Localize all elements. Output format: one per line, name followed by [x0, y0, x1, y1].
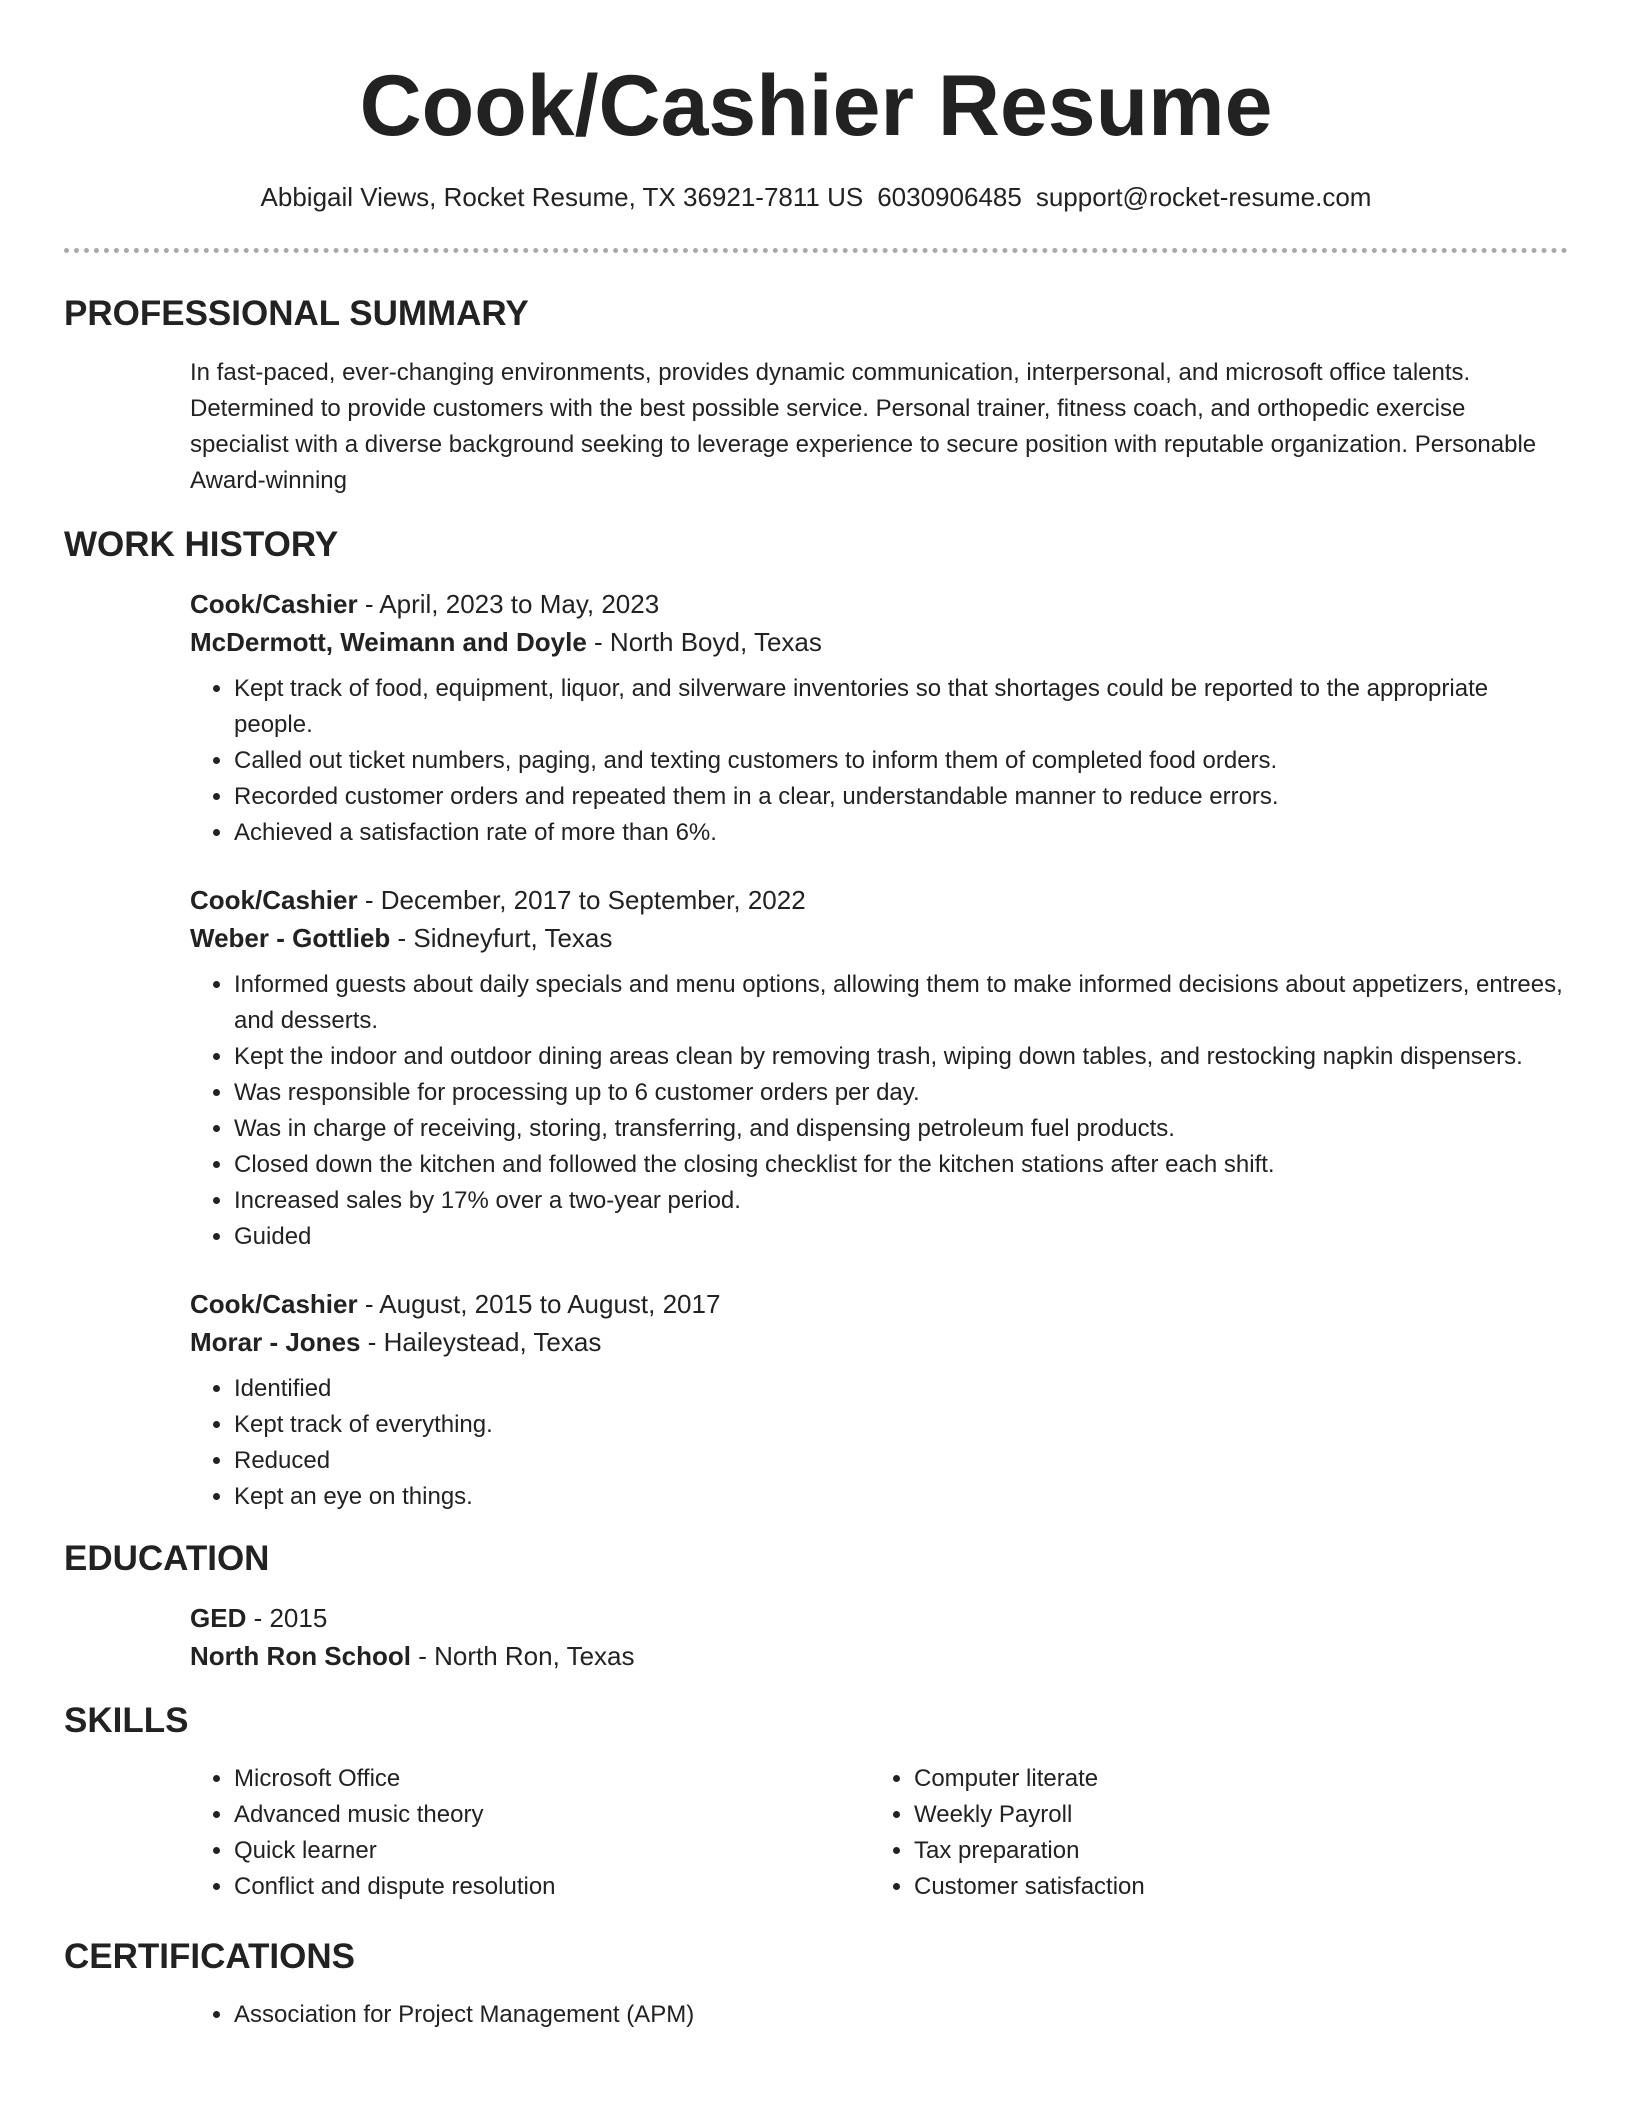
- job-bullet: • Identified: [234, 1371, 1568, 1407]
- job-dates: - April, 2023 to May, 2023: [357, 589, 660, 619]
- summary-heading: PROFESSIONAL SUMMARY: [64, 294, 529, 333]
- job-bullet: • Kept track of everything.: [234, 1407, 1568, 1443]
- job-entry: [190, 585, 1568, 851]
- header-divider: [64, 248, 1568, 253]
- job-title-line: [190, 585, 1568, 623]
- skill-item: • Microsoft Office: [234, 1761, 870, 1797]
- certifications-list: [190, 1997, 1568, 2033]
- education-location: - North Ron, Texas: [410, 1641, 635, 1671]
- contact-line: [64, 181, 1568, 213]
- job-company-line: [190, 919, 1568, 957]
- job-bullet: • Recorded customer orders and repeated them in a clear, understandable manner to reduce errors.: [234, 779, 1568, 815]
- education-school: North Ron School: [190, 1641, 411, 1671]
- summary-section: [190, 355, 1568, 499]
- job-bullet: • Increased sales by 17% over a two-year period.: [234, 1183, 1568, 1219]
- skills-heading: SKILLS: [64, 1701, 189, 1740]
- skill-item: • Weekly Payroll: [914, 1797, 1550, 1833]
- job-location: - Sidneyfurt, Texas: [390, 923, 613, 953]
- job-title: Cook/Cashier: [190, 589, 358, 619]
- resume-page: [64, 0, 1568, 2033]
- skill-item: • Quick learner: [234, 1833, 870, 1869]
- work-heading: WORK HISTORY: [64, 525, 339, 564]
- job-bullet: • Was in charge of receiving, storing, transferring, and dispensing petroleum fuel products.: [234, 1111, 1568, 1147]
- job-bullet: • Called out ticket numbers, paging, and texting customers to inform them of completed food orders.: [234, 743, 1568, 779]
- skill-item: • Tax preparation: [914, 1833, 1550, 1869]
- job-bullet: • Kept an eye on things.: [234, 1479, 1568, 1515]
- job-bullet: • Kept track of food, equipment, liquor, and silverware inventories so that shortages could be reported to the appropriate people.: [234, 671, 1568, 743]
- certifications-section: [190, 1997, 1568, 2033]
- job-company-line: [190, 1323, 1568, 1361]
- certifications-heading: CERTIFICATIONS: [64, 1937, 356, 1976]
- job-company-line: [190, 623, 1568, 661]
- contact-phone: 6030906485: [877, 182, 1022, 212]
- job-bullets: [190, 1371, 1568, 1515]
- job-bullet: • Informed guests about daily specials and menu options, allowing them to make informed decisions about appetizers, entrees, and desserts.: [234, 967, 1568, 1039]
- contact-email: support@rocket-resume.com: [1035, 182, 1372, 212]
- job-title: Cook/Cashier: [190, 1289, 358, 1319]
- job-bullets: [190, 671, 1568, 851]
- skill-item: • Advanced music theory: [234, 1797, 870, 1833]
- job-entry: [190, 1285, 1568, 1515]
- job-company: Morar - Jones: [190, 1327, 361, 1357]
- job-location: - North Boyd, Texas: [586, 627, 822, 657]
- education-school-line: [190, 1637, 1568, 1675]
- job-bullet: • Guided: [234, 1219, 1568, 1255]
- job-title-line: [190, 1285, 1568, 1323]
- job-bullet: • Kept the indoor and outdoor dining areas clean by removing trash, wiping down tables, and restocking napkin dispensers.: [234, 1039, 1568, 1075]
- job-title-line: [190, 881, 1568, 919]
- resume-title: Cook/Cashier Resume: [359, 58, 1273, 154]
- skill-item: • Conflict and dispute resolution: [234, 1869, 870, 1905]
- skills-list: [190, 1761, 1568, 1905]
- certification-item: • Association for Project Management (APM): [234, 1997, 1568, 2033]
- skill-item: • Customer satisfaction: [914, 1869, 1550, 1905]
- job-bullet: • Closed down the kitchen and followed the closing checklist for the kitchen stations after each shift.: [234, 1147, 1568, 1183]
- education-degree: GED: [190, 1603, 247, 1633]
- summary-text: In fast-paced, ever-changing environments, provides dynamic communication, interpersonal, and microsoft office talents. Determined to provide customers with the best possible service. Personal trainer, fitness coach, and orthopedic exercise specialist with a diverse background seeking to leverage experience to secure position with reputable organization. Personable Award-winning: [190, 359, 1537, 494]
- job-entry: [190, 881, 1568, 1255]
- job-bullets: [190, 967, 1568, 1255]
- contact-address: Abbigail Views, Rocket Resume, TX 36921-7811 US: [260, 182, 864, 212]
- skills-column-right: [870, 1761, 1550, 1905]
- job-dates: - August, 2015 to August, 2017: [357, 1289, 721, 1319]
- education-degree-line: [190, 1599, 1568, 1637]
- job-company: McDermott, Weimann and Doyle: [190, 627, 587, 657]
- education-heading: EDUCATION: [64, 1539, 270, 1578]
- job-title: Cook/Cashier: [190, 885, 358, 915]
- job-bullet: • Achieved a satisfaction rate of more than 6%.: [234, 815, 1568, 851]
- job-company: Weber - Gottlieb: [190, 923, 391, 953]
- education-entry: [190, 1599, 1568, 1675]
- job-bullet: • Reduced: [234, 1443, 1568, 1479]
- job-location: - Haileystead, Texas: [360, 1327, 602, 1357]
- skills-column-left: [190, 1761, 870, 1905]
- education-year: - 2015: [246, 1603, 328, 1633]
- job-dates: - December, 2017 to September, 2022: [357, 885, 806, 915]
- job-bullet: • Was responsible for processing up to 6 customer orders per day.: [234, 1075, 1568, 1111]
- skill-item: • Computer literate: [914, 1761, 1550, 1797]
